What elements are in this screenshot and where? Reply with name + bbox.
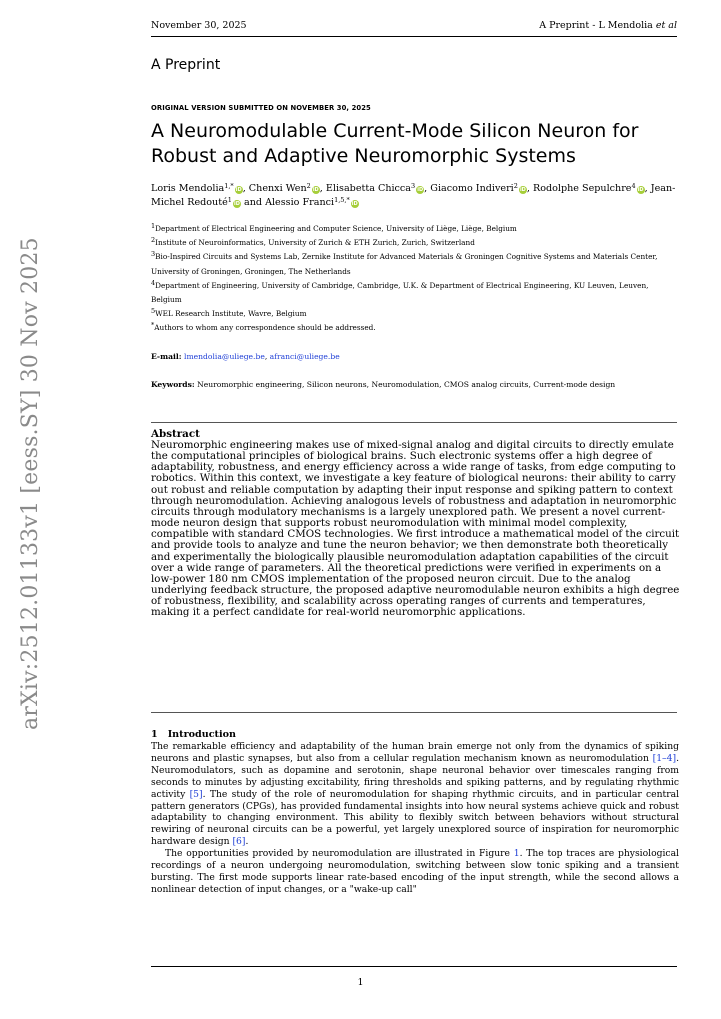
author-name: Alessio Franci: [265, 197, 335, 208]
running-header: [151, 20, 677, 34]
orcid-icon[interactable]: iD: [235, 187, 242, 193]
email-link[interactable]: afranci@uliege.be: [269, 352, 340, 361]
paper-title: A Neuromodulable Current-Mode Silicon Neuron for Robust and Adaptive Neuromorphic Systems: [151, 120, 639, 167]
affiliation-item: [151, 321, 681, 335]
citation-link[interactable]: [1–4]: [652, 752, 677, 764]
affiliation-item: [151, 250, 681, 278]
abstract-heading: Abstract: [151, 428, 200, 440]
author-affiliation-mark: 2: [306, 182, 311, 190]
text-run: . The top traces are physiological recordings of a neuron undergoing neuromodulation, switching between slow tonic spiking and a transient bursting. The first mode supports linear rate-based encoding of the input strength, while the second allows a nonlinear detection of input changes, or a "wake-up call": [151, 848, 679, 895]
introduction-heading: [151, 729, 679, 741]
author-entry: [533, 183, 645, 194]
affiliation-item: [151, 222, 681, 236]
affiliation-text: Institute of Neuroinformatics, University of Zurich & ETH Zurich, Zurich, Switzerland: [155, 238, 475, 248]
affiliation-item: [151, 236, 681, 250]
author-affiliation-mark: 1,*: [224, 182, 234, 190]
affiliation-text: Authors to whom any correspondence should be addressed.: [154, 323, 376, 333]
orcid-icon[interactable]: iD: [519, 187, 526, 193]
author-separator: ,: [644, 183, 651, 194]
author-entry: [151, 183, 243, 194]
section-title: Introduction: [167, 729, 237, 740]
abstract-top-rule: [151, 422, 677, 423]
header-date: November 30, 2025: [151, 20, 247, 31]
header-rule: [151, 36, 677, 37]
author-separator: ,: [242, 183, 249, 194]
intro-paragraph-1: [151, 741, 679, 848]
arxiv-identifier-stamp: arXiv:2512.01133v1 [eess.SY] 30 Nov 2025: [18, 237, 43, 730]
introduction-section: [151, 729, 679, 896]
affiliation-list: [151, 222, 681, 336]
orcid-icon[interactable]: iD: [312, 187, 319, 193]
orcid-icon[interactable]: iD: [233, 201, 240, 207]
footer-rule: [151, 966, 677, 967]
affiliation-item: [151, 307, 681, 321]
author-name: Elisabetta Chicca: [325, 183, 412, 194]
keywords-text: Neuromorphic engineering, Silicon neurons, Neuromodulation, CMOS analog circuits, Current-mode design: [197, 380, 616, 389]
text-run: . Neuromodulators, such as dopamine and serotonin, shape neuronal behavior over timescales ranging from seconds to minutes by adjusting excitability, firing thresholds and spiking patterns, and by regulating rhythmic activity: [151, 752, 679, 800]
orcid-icon[interactable]: iD: [637, 187, 644, 193]
author-entry: [326, 183, 424, 194]
affiliation-mark: *: [151, 321, 155, 330]
text-run: The opportunities provided by neuromodulation are illustrated in Figure: [165, 848, 514, 860]
author-affiliation-mark: 1,5,*: [334, 196, 350, 204]
text-run: The remarkable efficiency and adaptability of the human brain emerge not only from the dynamics of spiking neurons and plastic synapses, but also from a cellular regulation mechanism known as neuromodulation: [151, 741, 679, 764]
figure-reference-link[interactable]: 1: [513, 848, 520, 860]
header-author-text: A Preprint - L Mendolia: [539, 20, 656, 31]
author-entry: [430, 183, 527, 194]
author-affiliation-mark: 3: [411, 182, 416, 190]
affiliation-mark: 2: [151, 236, 156, 245]
author-entry: [249, 183, 320, 194]
affiliation-text: Bio-Inspired Circuits and Systems Lab, Zernike Institute for Advanced Materials & Groningen Cognitive Systems and Materials Center, University of Groningen, Groningen, The Netherlands: [151, 252, 658, 276]
affiliation-mark: 5: [151, 307, 156, 316]
author-affiliation-mark: 4: [631, 182, 636, 190]
citation-link[interactable]: [6]: [232, 836, 246, 848]
affiliation-mark: 1: [151, 222, 156, 230]
author-separator: ,: [526, 183, 533, 194]
author-list: [151, 182, 681, 210]
submission-version-line: ORIGINAL VERSION SUBMITTED ON NOVEMBER 30, 2025: [151, 104, 371, 112]
header-short-author: [539, 20, 677, 31]
email-label: E-mail:: [151, 352, 182, 361]
abstract-section: [151, 428, 681, 619]
email-link[interactable]: lmendolia@uliege.be: [184, 352, 265, 361]
affiliation-mark: 3: [151, 250, 156, 259]
citation-link[interactable]: [5]: [189, 788, 203, 800]
author-affiliation-mark: 1: [227, 196, 232, 204]
author-affiliation-mark: 2: [513, 182, 518, 190]
affiliation-item: [151, 279, 681, 307]
author-final-separator: and: [240, 197, 266, 208]
affiliation-text: Department of Electrical Engineering and Computer Science, University of Liège, Liège, Belgium: [155, 224, 517, 233]
email-links: [184, 352, 340, 361]
keywords-line: [151, 378, 679, 391]
author-entry: [265, 197, 359, 208]
intro-paragraph-2: [151, 848, 679, 896]
abstract-bottom-rule: [151, 712, 677, 713]
orcid-icon[interactable]: iD: [351, 201, 358, 207]
affiliation-mark: 4: [151, 278, 156, 287]
author-name: Loris Mendolia: [151, 183, 225, 194]
affiliation-text: Department of Engineering, University of Cambridge, Cambridge, U.K. & Department of Electrical Engineering, KU Leuven, Leuven, Belgium: [151, 280, 649, 305]
author-name: Giacomo Indiveri: [430, 183, 514, 194]
email-line: [151, 352, 340, 361]
section-number: 1: [151, 729, 158, 740]
header-etal: et al: [655, 20, 677, 31]
author-name: Chenxi Wen: [248, 183, 307, 194]
email-separator: ,: [264, 352, 270, 361]
author-name: Jean-Michel Redouté: [151, 183, 676, 208]
author-name: Rodolphe Sepulchre: [533, 183, 632, 194]
author-separator: ,: [319, 183, 326, 194]
preprint-label: A Preprint: [151, 57, 221, 73]
keywords-label: Keywords:: [151, 380, 195, 389]
orcid-icon[interactable]: iD: [417, 187, 424, 193]
author-separator: ,: [424, 183, 431, 194]
affiliation-text: WEL Research Institute, Wavre, Belgium: [155, 309, 307, 319]
page-number: 1: [357, 977, 364, 988]
text-run: .: [245, 836, 249, 848]
text-run: . The study of the role of neuromodulation for shaping rhythmic circuits, and in particular central pattern generators (CPGs), has provided fundamental insights into how neural systems achieve quick and robust adaptability to changing environment. This ability to flexibly switch between behaviors without structural rewiring of neuronal circuits can be a powerful, yet largely unexplored source of inspiration for neuromorphic hardware design: [151, 788, 680, 848]
abstract-body: Neuromorphic engineering makes use of mixed-signal analog and digital circuits to directly emulate the computational principles of biological brains. Such electronic systems offer a high degree of adaptability, robustness, and energy efficiency across a wide range of tasks, from edge computing to robotics. Within this context, we investigate a key feature of biological neurons: their ability to carry out robust and reliable computation by adapting their input response and spiking pattern to context through neuromodulation. Achieving analogous levels of robustness and adaptation in neuromorphic circuits through modulatory mechanisms is a largely unexplored path. We present a novel current-mode neuron design that supports robust neuromodulation with minimal model complexity, compatible with standard CMOS technologies. We first introduce a mathematical model of the circuit and provide tools to analyze and tune the neuron behavior; we then demonstrate both theoretically and experimentally the biologically plausible neuromodulation adaptation capabilities of the circuit over a wide range of parameters. All the theoretical predictions were verified in experiments on a low-power 180 nm CMOS implementation of the proposed neuron circuit. Due to the analog underlying feedback structure, the proposed adaptive neuromodulable neuron exhibits a high degree of robustness, flexibility, and scalability across operating ranges of currents and temperatures, making it a perfect candidate for real-world neuromorphic applications.: [151, 439, 680, 619]
